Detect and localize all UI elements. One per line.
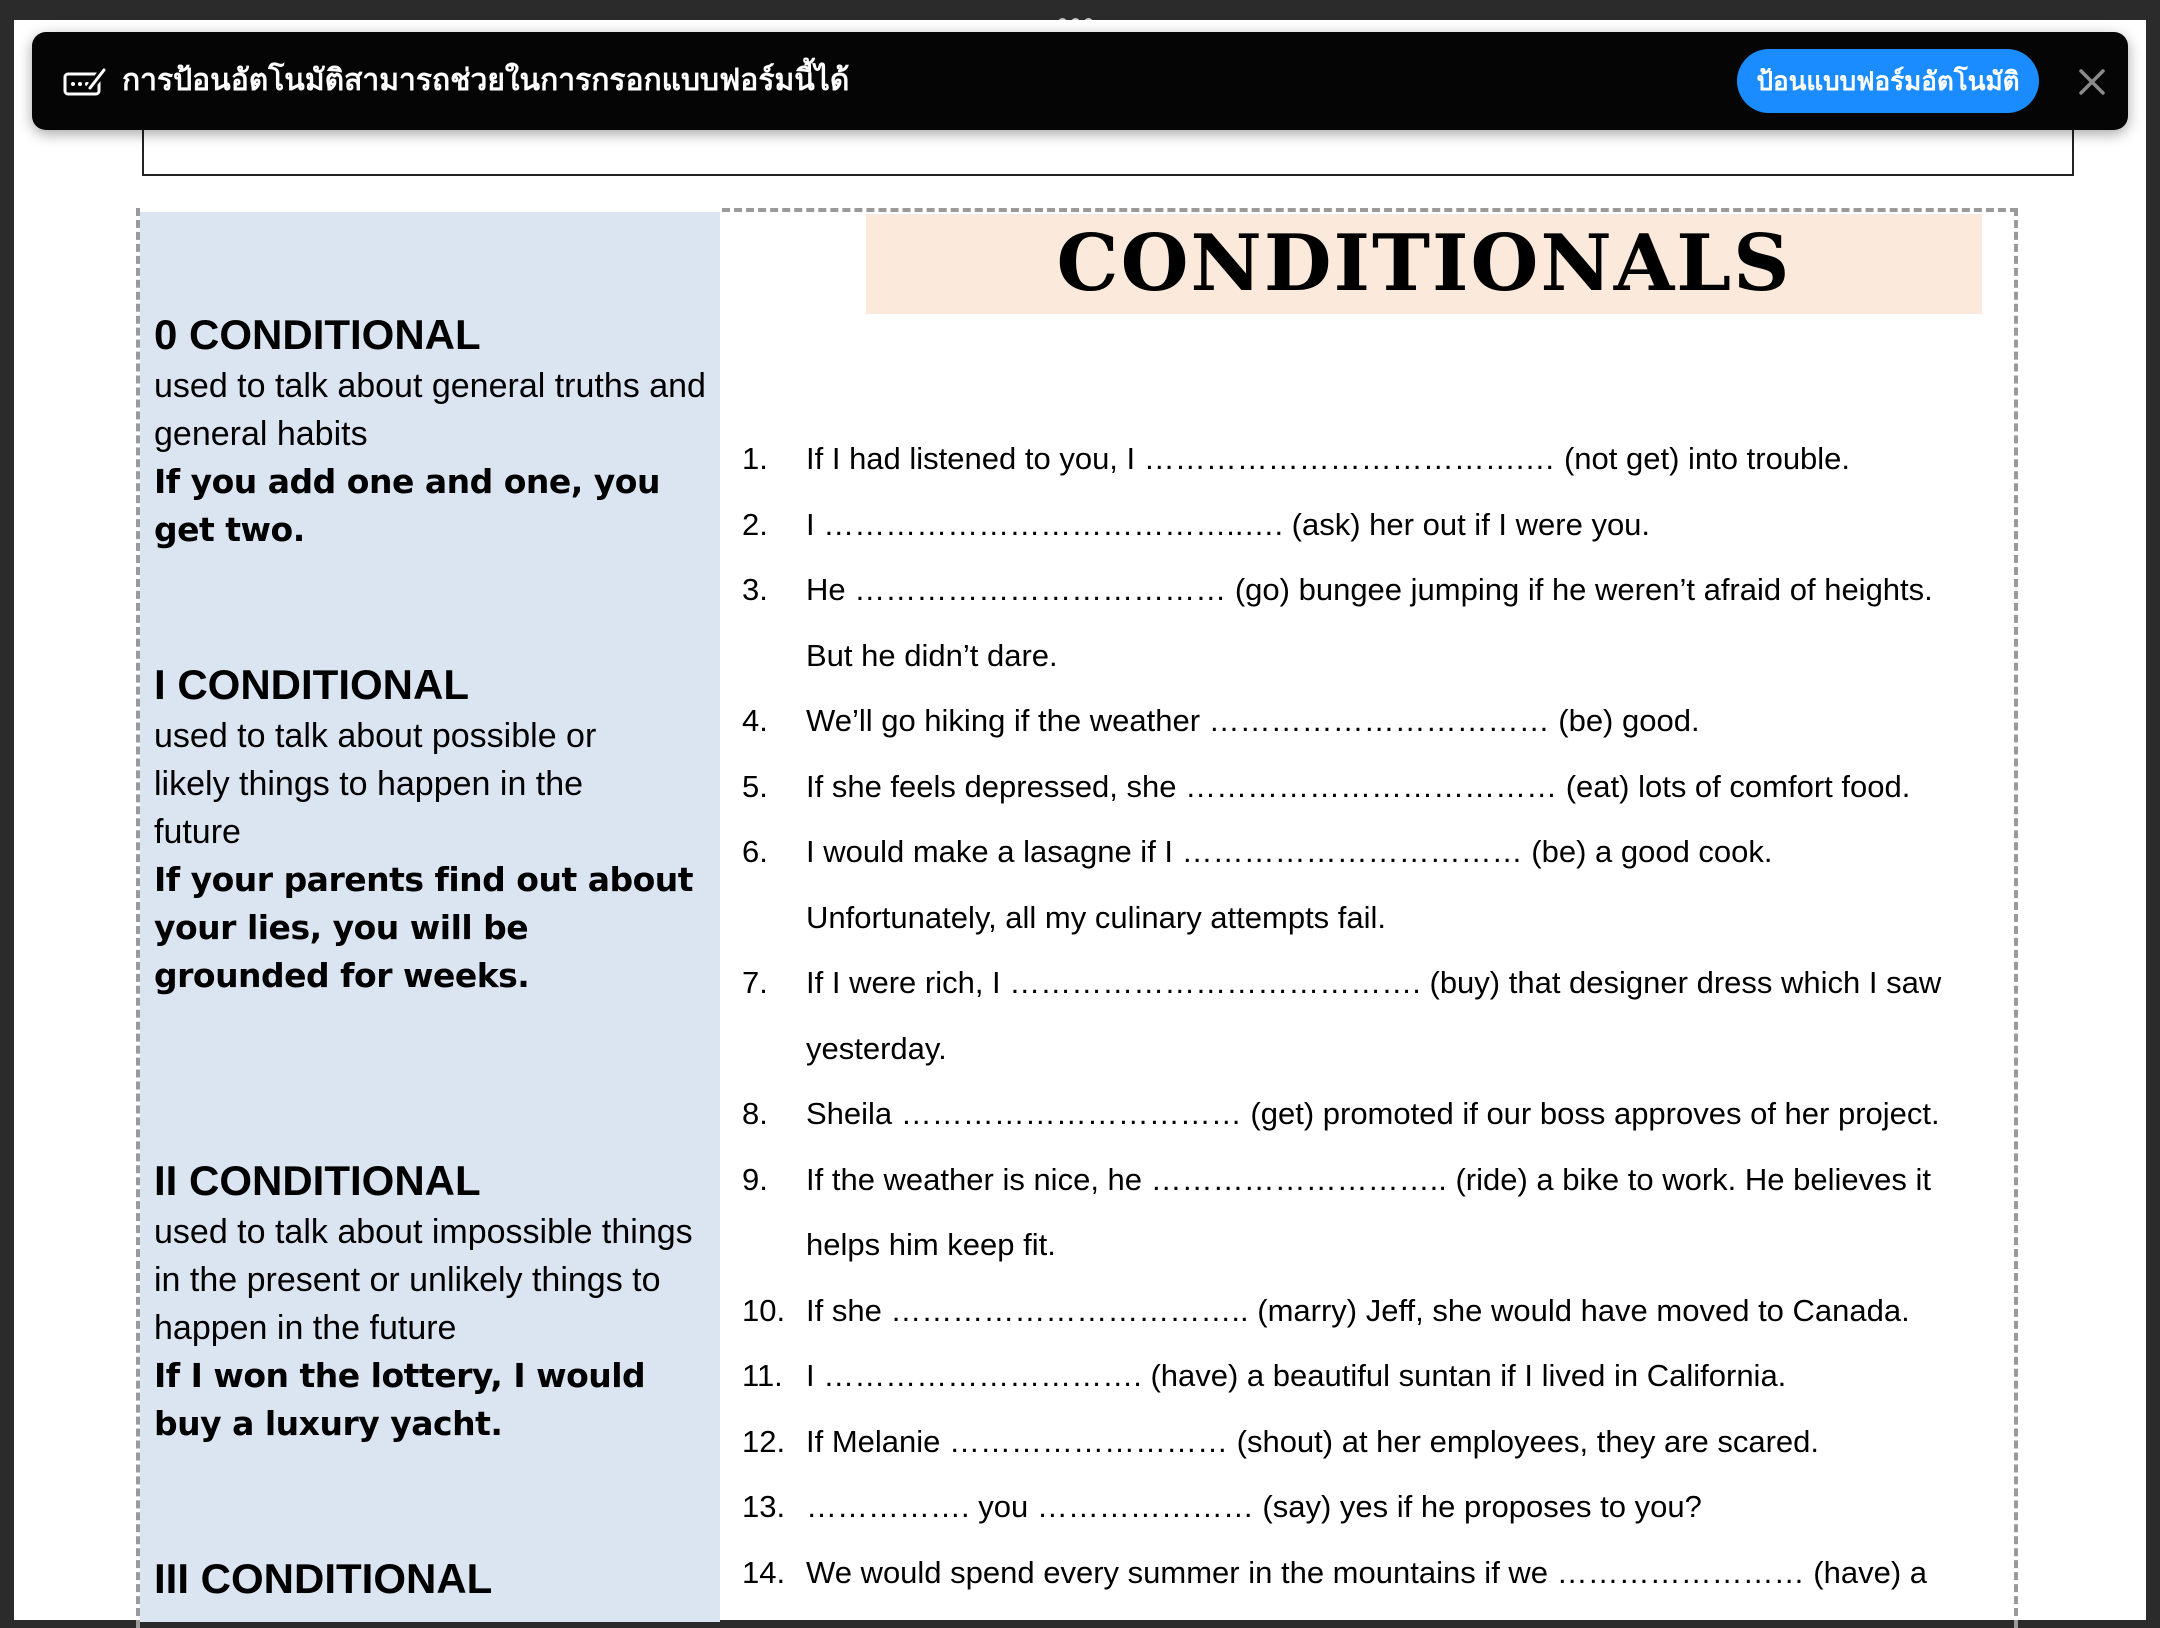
exercise-text: I would make a lasagne if I …………………………… (be) a good cook. bbox=[806, 834, 1773, 869]
exercise-number: 6. bbox=[742, 834, 768, 869]
exercise-item bbox=[742, 1409, 1992, 1475]
exercise-text: We’ll go hiking if the weather …………………………… (be) good. bbox=[806, 703, 1700, 738]
second-conditional-section bbox=[154, 1154, 714, 1448]
exercise-text: If she …………………………….. (marry) Jeff, she would have moved to Canada. bbox=[806, 1292, 1910, 1328]
exercise-item bbox=[742, 426, 1992, 492]
exercise-item bbox=[742, 950, 1992, 1081]
exercise-text-continued: yesterday. bbox=[806, 1030, 947, 1066]
exercise-number: 13. bbox=[742, 1489, 786, 1524]
zero-conditional-example: If you add one and one, you get two. bbox=[154, 462, 660, 549]
exercise-text: If I were rich, I …………………………………. (buy) that designer dress which I saw bbox=[806, 965, 1942, 1000]
exercise-number: 8. bbox=[742, 1096, 768, 1131]
exercise-item bbox=[742, 819, 1992, 950]
first-conditional-section bbox=[154, 658, 714, 1000]
exercise-text: I …………………………………..…. (ask) her out if I were you. bbox=[806, 506, 1651, 542]
exercise-number: 1. bbox=[742, 441, 768, 476]
exercise-item bbox=[742, 1474, 1992, 1540]
exercise-item bbox=[742, 1343, 1992, 1409]
exercise-text: If she feels depressed, she ……………………………… (eat) lots of comfort food. bbox=[806, 768, 1911, 804]
exercise-number: 7. bbox=[742, 965, 768, 1000]
form-edit-icon bbox=[62, 62, 108, 102]
exercise-text-continued: Unfortunately, all my culinary attempts fail. bbox=[806, 899, 1387, 935]
zero-conditional-description: used to talk about general truths and general habits bbox=[154, 367, 706, 453]
exercise-text: He ……………………………… (go) bungee jumping if he weren’t afraid of heights. bbox=[806, 572, 1933, 607]
first-conditional-description: used to talk about possible or likely things to happen in the future bbox=[154, 717, 597, 851]
exercise-number: 12. bbox=[742, 1423, 786, 1459]
third-conditional-section bbox=[154, 1552, 714, 1606]
second-conditional-description: used to talk about impossible things in the present or unlikely things to happen in the future bbox=[154, 1213, 693, 1347]
autofill-message: การป้อนอัตโนมัติสามารถช่วยในการกรอกแบบฟอร์มนี้ได้ bbox=[122, 64, 850, 97]
exercise-text: I …………………………. (have) a beautiful suntan if I lived in California. bbox=[806, 1358, 1787, 1393]
third-conditional-heading: III CONDITIONAL bbox=[154, 1555, 493, 1602]
exercise-list bbox=[742, 426, 1992, 1605]
first-conditional-example: If your parents find out about your lies, you will be grounded for weeks. bbox=[154, 860, 694, 995]
close-icon[interactable] bbox=[2072, 62, 2112, 102]
exercise-text: If the weather is nice, he ……………………….. (ride) a bike to work. He believes it bbox=[806, 1161, 1931, 1197]
exercise-text: If I had listened to you, I ……………………………….… (not get) into trouble. bbox=[806, 441, 1851, 476]
exercise-text: Sheila …………………………… (get) promoted if our boss approves of her project. bbox=[806, 1096, 1940, 1131]
exercise-text-continued: helps him keep fit. bbox=[806, 1227, 1056, 1262]
exercise-number: 2. bbox=[742, 506, 768, 542]
exercise-number: 9. bbox=[742, 1161, 768, 1197]
exercise-number: 11. bbox=[742, 1358, 783, 1393]
exercise-text: If Melanie ……………………… (shout) at her employees, they are scared. bbox=[806, 1423, 1820, 1459]
zero-conditional-section bbox=[154, 308, 714, 554]
exercise-item bbox=[742, 1147, 1992, 1278]
worksheet-title: CONDITIONALS bbox=[1056, 218, 1792, 309]
exercise-item bbox=[742, 688, 1992, 754]
second-conditional-example: If I won the lottery, I would buy a luxury yacht. bbox=[154, 1356, 646, 1443]
exercise-number: 4. bbox=[742, 703, 768, 738]
exercise-item bbox=[742, 754, 1992, 820]
autofill-form-button[interactable]: ป้อนแบบฟอร์มอัตโนมัติ bbox=[1737, 49, 2039, 113]
first-conditional-heading: I CONDITIONAL bbox=[154, 661, 469, 708]
exercise-text: We would spend every summer in the mountains if we …………………… (have) a bbox=[806, 1554, 1927, 1590]
exercise-number: 10. bbox=[742, 1292, 786, 1328]
window-top-bar bbox=[0, 0, 2160, 20]
exercise-number: 5. bbox=[742, 768, 768, 804]
exercise-number: 14. bbox=[742, 1554, 786, 1590]
exercise-item bbox=[742, 1540, 1992, 1606]
exercise-number: 3. bbox=[742, 572, 768, 607]
exercise-text: ……………. you ………………… (say) yes if he proposes to you? bbox=[806, 1489, 1702, 1524]
second-conditional-heading: II CONDITIONAL bbox=[154, 1157, 481, 1204]
worksheet-title-box bbox=[866, 214, 1982, 314]
exercise-item bbox=[742, 1081, 1992, 1147]
zero-conditional-heading: 0 CONDITIONAL bbox=[154, 311, 481, 358]
exercise-item bbox=[742, 557, 1992, 688]
exercise-item bbox=[742, 492, 1992, 558]
autofill-banner bbox=[32, 32, 2128, 130]
exercise-text-continued: But he didn’t dare. bbox=[806, 637, 1058, 673]
exercise-item bbox=[742, 1278, 1992, 1344]
